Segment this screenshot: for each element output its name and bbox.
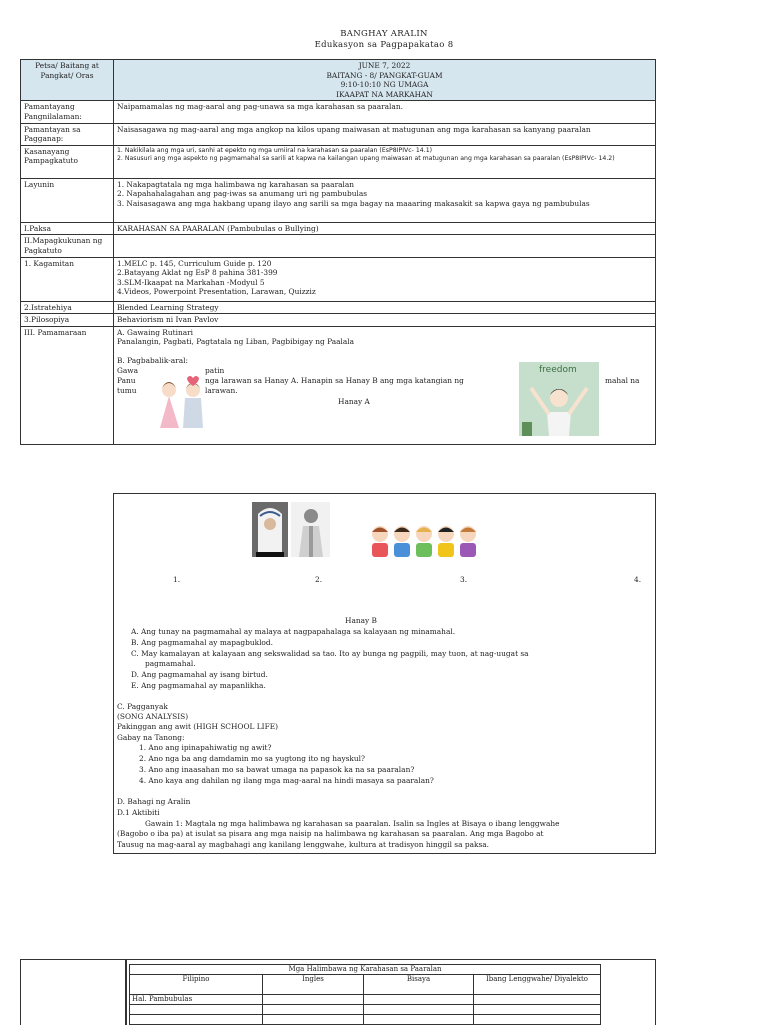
date-label-cell: [21, 60, 114, 101]
empty-cell[interactable]: [364, 1005, 474, 1015]
review-line-3a: tumu: [117, 386, 137, 395]
example-cell-ingles[interactable]: [263, 995, 364, 1005]
date-label: Petsa/ Baitang at Pangkat/ Oras: [35, 61, 99, 80]
example-cell-bisaya[interactable]: [364, 995, 474, 1005]
item-number-4: 4.: [634, 575, 642, 584]
row-label: 3.Pilosopiya: [21, 314, 114, 327]
choice-e: E. Ang pagmamahal ay mapanlikha.: [131, 681, 266, 690]
header-ingles: Ingles: [263, 975, 364, 995]
motivation-listen: Pakinggan ang awit (HIGH SCHOOL LIFE): [117, 722, 279, 731]
empty-cell[interactable]: [263, 1005, 364, 1015]
row-label: III. Pamamaraan: [21, 326, 114, 444]
resource-3: 3.SLM-Ikaapat na Markahan -Modyul 5: [117, 277, 265, 287]
objective-3: 3. Naisasagawa ang mga hakbang upang ilayo ang sarili sa mga bagay na maaaring makasakit sa kapwa gaya ng pambubulas: [117, 198, 590, 208]
question-2: 2. Ano nga ba ang damdamin mo sa yugtong ito ng hayskul?: [139, 754, 365, 763]
row-label: Layunin: [21, 178, 114, 222]
choice-c-cont: pagmamahal.: [145, 659, 196, 668]
row-content: Naipamamalas ng mag-aaral ang pag-unawa sa mga karahasan sa paaralan.: [114, 101, 656, 123]
empty-cell[interactable]: [130, 1015, 263, 1025]
violence-examples-table: [129, 964, 601, 1025]
question-3: 3. Ano ang inaasahan mo sa bawat umaga na papasok ka na sa paaralan?: [139, 765, 415, 774]
header-filipino: Filipino: [130, 975, 263, 995]
objective-1: 1. Nakapagtatala ng mga halimbawa ng karahasan sa paaralan: [117, 179, 355, 189]
example-cell-other[interactable]: [474, 995, 601, 1005]
row-label: Pamantayan sa Pagganap:: [21, 123, 114, 145]
example-cell-filipino: Hal. Pambubulas: [130, 995, 263, 1005]
empty-cell[interactable]: [474, 1005, 601, 1015]
row-label: 2.Istratehiya: [21, 301, 114, 314]
row-content: [114, 257, 656, 301]
examples-table-title: Mga Halimbawa ng Karahasan sa Paaralan: [130, 965, 601, 975]
item-number-1: 1.: [173, 575, 181, 584]
time-line: 9:10-10:10 NG UMAGA: [340, 80, 429, 90]
row-content: Naisasagawa ng mag-aaral ang mga angkop na kilos upang maiwasan at matugunan ang mga karahasan sa kanyang paaralan: [114, 123, 656, 145]
question-1: 1. Ano ang ipinapahiwatig ng awit?: [139, 743, 272, 752]
portrait-image-1: [252, 502, 288, 557]
document-title: BANGHAY ARALIN: [340, 29, 428, 39]
hanay-b-label: Hanay B: [345, 616, 377, 625]
review-line-3b: larawan.: [205, 386, 238, 395]
activity-line-3: Tausug na mag-aaral ay magbahagi ang kanilang lenggwahe, kultura at tradisyon hinggil sa paksa.: [117, 840, 489, 849]
hanay-a-label: Hanay A: [338, 397, 370, 406]
review-title: B. Pagbabalik-aral:: [117, 355, 188, 365]
date-line: JUNE 7, 2022: [358, 61, 411, 70]
document-subject: Edukasyon sa Pagpapakatao 8: [314, 40, 454, 50]
row-label: II.Mapagkukunan ng Pagkatuto: [21, 235, 114, 257]
item-number-3: 3.: [460, 575, 468, 584]
freedom-label: freedom: [539, 365, 577, 375]
choice-a: A. Ang tunay na pagmamahal ay malaya at nagpapahalaga sa kalayaan ng minamahal.: [131, 627, 456, 636]
row-content: Behaviorism ni Ivan Pavlov: [114, 314, 656, 327]
guide-questions-label: Gabay na Tanong:: [117, 733, 185, 742]
row-content: Blended Learning Strategy: [114, 301, 656, 314]
row-content: KARAHASAN SA PAARALAN (Pambubulas o Bullying): [114, 222, 656, 235]
couple-illustration: [157, 370, 205, 432]
resource-4: 4.Videos, Powerpoint Presentation, Larawan, Quizziz: [117, 287, 316, 297]
page3-left-cell: [20, 959, 127, 1025]
quarter-line: IKAAPAT NA MARKAHAN: [336, 89, 433, 99]
empty-cell[interactable]: [130, 1005, 263, 1015]
empty-cell[interactable]: [474, 1015, 601, 1025]
freedom-illustration: [519, 362, 599, 436]
row-label: 1. Kagamitan: [21, 257, 114, 301]
grade-section-line: BAITANG - 8/ PANGKAT-GUAM: [326, 70, 443, 80]
row-label: Pamantayang Pangnilalaman:: [21, 101, 114, 123]
portrait-image-2: [291, 502, 330, 557]
resource-1: 1.MELC p. 145, Curriculum Guide p. 120: [117, 258, 272, 268]
routine-title: A. Gawaing Rutinari: [117, 327, 194, 337]
choice-c: C. May kamalayan at kalayaan ang sekswalidad sa tao. Ito ay bunga ng pagpili, may tuon, at nag-uugat sa: [131, 649, 529, 658]
activity-sub: D.1 Aktibiti: [117, 808, 160, 817]
competency-2: 2. Nasusuri ang mga aspekto ng pagmamahal sa sarili at kapwa na kailangan upang maiwasan at matugunan ang mga karahasan sa paaralan (EsP8IPIVc- 14.2): [117, 154, 615, 162]
objective-2: 2. Napahahalagahan ang pag-iwas sa anumang uri ng pambubulas: [117, 189, 368, 199]
review-line-2c: mahal na: [605, 376, 640, 385]
question-4: 4. Ano kaya ang dahilan ng ilang mga mag-aaral na hindi masaya sa paaralan?: [139, 776, 434, 785]
motivation-title: C. Pagganyak: [117, 702, 168, 711]
empty-cell[interactable]: [263, 1015, 364, 1025]
review-line-2b: nga larawan sa Hanay A. Hanapin sa Hanay B ang mga katangian ng: [205, 376, 464, 385]
activity-line-1: Gawain 1: Magtala ng mga halimbawa ng karahasan sa paaralan. Isalin sa Ingles at Bisaya o ibang lenggwahe: [145, 819, 560, 828]
activity-line-2: (Bagobo o iba pa) at isulat sa pisara ang mga naisip na halimbawa ng karahasan sa paaralan. Ang mga Bagobo at: [117, 829, 544, 838]
resource-2: 2.Batayang Aklat ng EsP 8 pahina 381-399: [117, 268, 278, 278]
kids-illustration: [368, 523, 480, 559]
review-line-1a: Gawa: [117, 366, 139, 375]
competency-1: 1. Nakikilala ang mga uri, sanhi at epekto ng mga umiiral na karahasan sa paaralan (EsP8IPIVc- 14.1): [117, 146, 433, 154]
row-content: [114, 178, 656, 222]
row-content: [114, 235, 656, 257]
date-info-cell: [114, 60, 656, 101]
header-bisaya: Bisaya: [364, 975, 474, 995]
motivation-sub: (SONG ANALYSIS): [117, 712, 189, 721]
review-line-2a: Panu: [117, 376, 136, 385]
empty-cell[interactable]: [364, 1015, 474, 1025]
row-label: I.Paksa: [21, 222, 114, 235]
choice-b: B. Ang pagmamahal ay mapagbuklod.: [131, 638, 273, 647]
choice-d: D. Ang pagmamahal ay isang birtud.: [131, 670, 268, 679]
routine-text: Panalangin, Pagbati, Pagtatala ng Liban, Pagbibigay ng Paalala: [117, 337, 355, 347]
row-content: [114, 145, 656, 178]
header-other-language: Ibang Lenggwahe/ Diyalekto: [474, 975, 601, 995]
review-line-1b: patin: [205, 366, 225, 375]
row-label: Kasanayang Pampagkatuto: [21, 145, 114, 178]
item-number-2: 2.: [315, 575, 323, 584]
lesson-part-title: D. Bahagi ng Aralin: [117, 797, 191, 806]
